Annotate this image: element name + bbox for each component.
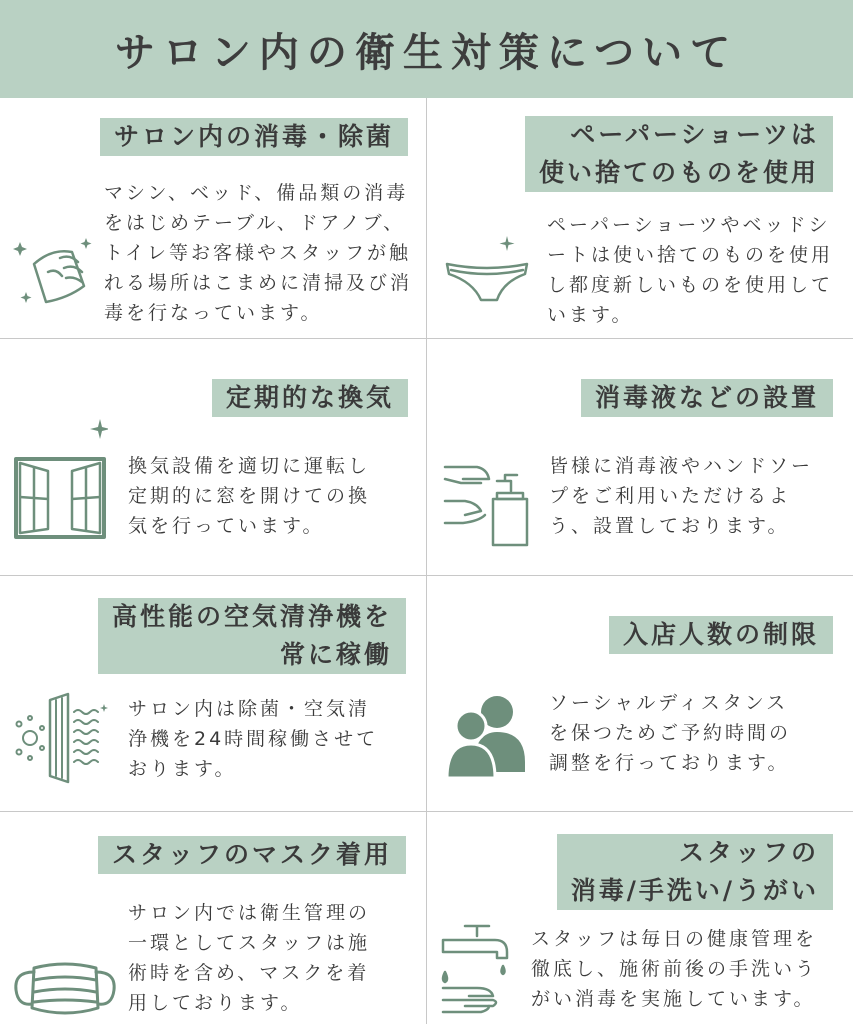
card-staff-handwash (427, 812, 853, 1024)
card-body: 換気設備を適切に運転し 定期的に窓を開けての換 気を行っています。 (128, 455, 371, 537)
card-body: サロン内は除菌・空気清 浄機を24時間稼働させて おります。 (128, 698, 379, 780)
page-title: サロン内の衛生対策について (114, 28, 739, 76)
card-air-purifier (0, 576, 426, 811)
card-title: サロン内の消毒・除菌 (100, 118, 408, 156)
card-body: マシン、ベッド、備品類の消毒 をはじめテーブル、ドアノブ、 トイレ等お客様やスタッフが触 れる場所はこまめに清掃及び消 毒を行なっています。 (104, 182, 413, 324)
air-purifier-icon (14, 692, 110, 784)
paper-shorts-icon (441, 230, 533, 310)
card-title: ペーパーショーツは 使い捨てのものを使用 (525, 116, 833, 192)
card-paper-shorts (427, 98, 853, 338)
open-window-icon (12, 417, 108, 543)
face-mask-icon (12, 958, 118, 1020)
card-body: ソーシャルディスタンス を保つためご予約時間の 調整を行っております。 (549, 692, 792, 774)
hand-sanitizer-icon (441, 457, 531, 549)
people-icon (445, 692, 527, 778)
card-sanitizer (427, 339, 853, 575)
header-banner (0, 0, 853, 98)
handwash-faucet-icon (437, 922, 533, 1022)
hygiene-grid (0, 98, 853, 1024)
card-body: 皆様に消毒液やハンドソー プをご利用いただけるよ う、設置しております。 (549, 455, 814, 537)
card-body: スタッフは毎日の健康管理を 徹底し、施術前後の手洗いう がい消毒を実施しています。 (531, 928, 818, 1010)
card-body: サロン内では衛生管理の 一環としてスタッフは施 術時を含め、マスクを着 用しております。 (128, 902, 371, 1014)
card-disinfection (0, 98, 426, 338)
card-title: 消毒液などの設置 (581, 379, 833, 417)
card-ventilation (0, 339, 426, 575)
card-title: スタッフのマスク着用 (98, 836, 406, 874)
card-body: ペーパーショーツやベッドシ ートは使い捨てのものを使用 し都度新しいものを使用して います。 (547, 214, 834, 326)
card-title: スタッフの 消毒/手洗い/うがい (557, 834, 833, 910)
card-title: 高性能の空気清浄機を 常に稼働 (98, 598, 406, 674)
card-customer-limit (427, 576, 853, 811)
cleaning-cloth-icon (12, 228, 102, 318)
card-title: 入店人数の制限 (609, 616, 833, 654)
card-title: 定期的な換気 (212, 379, 408, 417)
card-staff-mask (0, 812, 426, 1024)
